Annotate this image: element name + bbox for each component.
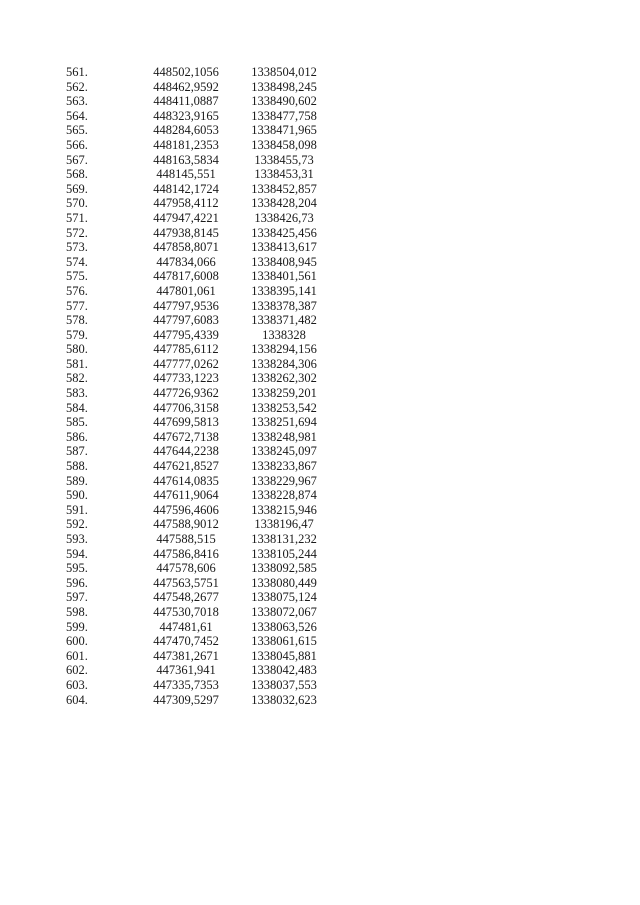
point-number: 574. — [66, 254, 88, 269]
x-coordinate: 447530,7018 — [153, 604, 219, 619]
y-coordinate: 1338037,553 — [251, 677, 317, 692]
x-coordinate: 447797,6083 — [153, 313, 219, 328]
x-coordinate: 447621,8527 — [153, 459, 219, 474]
y-coordinate: 1338504,012 — [251, 65, 317, 79]
point-number: 603. — [66, 677, 88, 692]
x-coordinate: 447361,941 — [156, 663, 216, 678]
y-coordinate: 1338072,067 — [251, 604, 317, 619]
y-coordinate: 1338294,156 — [251, 342, 317, 357]
x-coordinate: 447614,0835 — [153, 473, 219, 488]
x-coordinate: 447947,4221 — [153, 210, 219, 225]
y-coordinate: 1338453,31 — [254, 167, 314, 182]
table-row — [56, 284, 332, 299]
y-coordinate: 1338378,387 — [251, 298, 317, 313]
table-row — [56, 211, 332, 226]
point-number: 568. — [66, 167, 88, 182]
table-row — [56, 532, 332, 547]
x-coordinate: 447834,066 — [156, 254, 216, 269]
point-number: 601. — [66, 648, 88, 663]
x-coordinate: 447958,4112 — [153, 196, 219, 211]
point-number: 591. — [66, 502, 88, 517]
x-coordinate: 447644,2238 — [153, 444, 219, 459]
table-row — [56, 65, 332, 80]
table-row — [56, 182, 332, 197]
point-number: 585. — [66, 415, 88, 430]
point-number: 562. — [66, 79, 88, 94]
y-coordinate: 1338233,867 — [251, 459, 317, 474]
table-row — [56, 605, 332, 620]
y-coordinate: 1338428,204 — [251, 196, 317, 211]
x-coordinate: 447586,8416 — [153, 546, 219, 561]
x-coordinate: 448462,9592 — [153, 79, 219, 94]
x-coordinate: 447481,61 — [159, 619, 213, 634]
y-coordinate: 1338413,617 — [251, 240, 317, 255]
table-row — [56, 371, 332, 386]
x-coordinate: 447726,9362 — [153, 386, 219, 401]
y-coordinate: 1338215,946 — [251, 502, 317, 517]
x-coordinate: 447785,6112 — [153, 342, 219, 357]
point-number: 578. — [66, 313, 88, 328]
point-number: 577. — [66, 298, 88, 313]
x-coordinate: 447596,4606 — [153, 502, 219, 517]
x-coordinate: 448323,9165 — [153, 108, 219, 123]
table-row — [56, 590, 332, 605]
x-coordinate: 448145,551 — [156, 167, 216, 182]
table-row — [56, 255, 332, 270]
coordinate-table — [56, 65, 332, 707]
x-coordinate: 447795,4339 — [153, 327, 219, 342]
point-number: 592. — [66, 517, 88, 532]
table-row — [56, 240, 332, 255]
y-coordinate: 1338425,456 — [251, 225, 317, 240]
point-number: 564. — [66, 108, 88, 123]
table-row — [56, 474, 332, 489]
point-number: 593. — [66, 532, 88, 546]
point-number: 584. — [66, 400, 88, 415]
point-number: 581. — [66, 356, 88, 371]
table-row — [56, 576, 332, 591]
point-number: 597. — [66, 590, 88, 605]
y-coordinate: 1338063,526 — [251, 619, 317, 634]
x-coordinate: 448163,5834 — [153, 152, 219, 167]
y-coordinate: 1338498,245 — [251, 79, 317, 94]
y-coordinate: 1338458,098 — [251, 137, 317, 152]
x-coordinate: 447588,515 — [156, 532, 216, 546]
point-number: 599. — [66, 619, 88, 634]
x-coordinate: 448142,1724 — [153, 181, 219, 196]
table-row — [56, 663, 332, 678]
point-number: 598. — [66, 604, 88, 619]
x-coordinate: 447777,0262 — [153, 356, 219, 371]
y-coordinate: 1338061,615 — [251, 634, 317, 649]
y-coordinate: 1338229,967 — [251, 473, 317, 488]
y-coordinate: 1338248,981 — [251, 429, 317, 444]
x-coordinate: 447563,5751 — [153, 575, 219, 590]
table-row — [56, 517, 332, 532]
point-number: 567. — [66, 152, 88, 167]
point-number: 596. — [66, 575, 88, 590]
table-row — [56, 401, 332, 416]
x-coordinate: 447381,2671 — [153, 648, 219, 663]
y-coordinate: 1338251,694 — [251, 415, 317, 430]
table-row — [56, 634, 332, 649]
table-row — [56, 196, 332, 211]
point-number: 563. — [66, 94, 88, 109]
table-row — [56, 123, 332, 138]
point-number: 576. — [66, 283, 88, 298]
table-row — [56, 269, 332, 284]
y-coordinate: 1338042,483 — [251, 663, 317, 678]
y-coordinate: 1338426,73 — [254, 210, 314, 225]
y-coordinate: 1338228,874 — [251, 488, 317, 503]
table-row — [56, 649, 332, 664]
point-number: 600. — [66, 634, 88, 649]
table-row — [56, 620, 332, 635]
point-number: 594. — [66, 546, 88, 561]
x-coordinate: 447335,7353 — [153, 677, 219, 692]
table-row — [56, 678, 332, 693]
x-coordinate: 448181,2353 — [153, 137, 219, 152]
x-coordinate: 447801,061 — [156, 283, 216, 298]
x-coordinate: 447548,2677 — [153, 590, 219, 605]
x-coordinate: 447706,3158 — [153, 400, 219, 415]
table-row — [56, 109, 332, 124]
point-number: 588. — [66, 459, 88, 474]
table-row — [56, 430, 332, 445]
x-coordinate: 447588,9012 — [153, 517, 219, 532]
point-number: 590. — [66, 488, 88, 503]
y-coordinate: 1338490,602 — [251, 94, 317, 109]
point-number: 589. — [66, 473, 88, 488]
table-row — [56, 444, 332, 459]
y-coordinate: 1338452,857 — [251, 181, 317, 196]
y-coordinate: 1338092,585 — [251, 561, 317, 576]
point-number: 573. — [66, 240, 88, 255]
table-row — [56, 153, 332, 168]
x-coordinate: 447672,7138 — [153, 429, 219, 444]
y-coordinate: 1338371,482 — [251, 313, 317, 328]
table-row — [56, 138, 332, 153]
x-coordinate: 447733,1223 — [153, 371, 219, 386]
table-row — [56, 503, 332, 518]
x-coordinate: 448284,6053 — [153, 123, 219, 138]
table-row — [56, 561, 332, 576]
y-coordinate: 1338105,244 — [251, 546, 317, 561]
point-number: 575. — [66, 269, 88, 284]
x-coordinate: 447309,5297 — [153, 692, 219, 707]
y-coordinate: 1338262,302 — [251, 371, 317, 386]
table-row — [56, 226, 332, 241]
point-number: 604. — [66, 692, 88, 707]
table-row — [56, 459, 332, 474]
point-number: 572. — [66, 225, 88, 240]
x-coordinate: 447797,9536 — [153, 298, 219, 313]
y-coordinate: 1338284,306 — [251, 356, 317, 371]
point-number: 586. — [66, 429, 88, 444]
point-number: 587. — [66, 444, 88, 459]
point-number: 595. — [66, 561, 88, 576]
table-row — [56, 415, 332, 430]
y-coordinate: 1338075,124 — [251, 590, 317, 605]
table-row — [56, 80, 332, 95]
x-coordinate: 447817,6008 — [153, 269, 219, 284]
point-number: 561. — [66, 65, 88, 79]
x-coordinate: 447699,5813 — [153, 415, 219, 430]
y-coordinate: 1338080,449 — [251, 575, 317, 590]
point-number: 583. — [66, 386, 88, 401]
x-coordinate: 447611,9064 — [153, 488, 219, 503]
table-row — [56, 167, 332, 182]
y-coordinate: 1338401,561 — [251, 269, 317, 284]
y-coordinate: 1338196,47 — [254, 517, 314, 532]
y-coordinate: 1338032,623 — [251, 692, 317, 707]
table-row — [56, 299, 332, 314]
table-row — [56, 313, 332, 328]
y-coordinate: 1338245,097 — [251, 444, 317, 459]
y-coordinate: 1338253,542 — [251, 400, 317, 415]
table-row — [56, 328, 332, 343]
x-coordinate: 447470,7452 — [153, 634, 219, 649]
y-coordinate: 1338408,945 — [251, 254, 317, 269]
point-number: 565. — [66, 123, 88, 138]
point-number: 582. — [66, 371, 88, 386]
table-row — [56, 488, 332, 503]
x-coordinate: 448502,1056 — [153, 65, 219, 79]
point-number: 580. — [66, 342, 88, 357]
y-coordinate: 1338471,965 — [251, 123, 317, 138]
point-number: 579. — [66, 327, 88, 342]
point-number: 602. — [66, 663, 88, 678]
table-row — [56, 693, 332, 708]
x-coordinate: 447578,606 — [156, 561, 216, 576]
x-coordinate: 447858,8071 — [153, 240, 219, 255]
table-row — [56, 357, 332, 372]
x-coordinate: 447938,8145 — [153, 225, 219, 240]
table-row — [56, 342, 332, 357]
coordinate-table-body — [56, 65, 332, 707]
y-coordinate: 1338477,758 — [251, 108, 317, 123]
y-coordinate: 1338328 — [262, 327, 306, 342]
x-coordinate: 448411,0887 — [153, 94, 219, 109]
y-coordinate: 1338259,201 — [251, 386, 317, 401]
y-coordinate: 1338395,141 — [251, 283, 317, 298]
table-row — [56, 94, 332, 109]
table-row — [56, 386, 332, 401]
point-number: 566. — [66, 137, 88, 152]
point-number: 569. — [66, 181, 88, 196]
y-coordinate: 1338045,881 — [251, 648, 317, 663]
y-coordinate: 1338455,73 — [254, 152, 314, 167]
point-number: 570. — [66, 196, 88, 211]
y-coordinate: 1338131,232 — [251, 532, 317, 546]
point-number: 571. — [66, 210, 88, 225]
table-row — [56, 547, 332, 562]
